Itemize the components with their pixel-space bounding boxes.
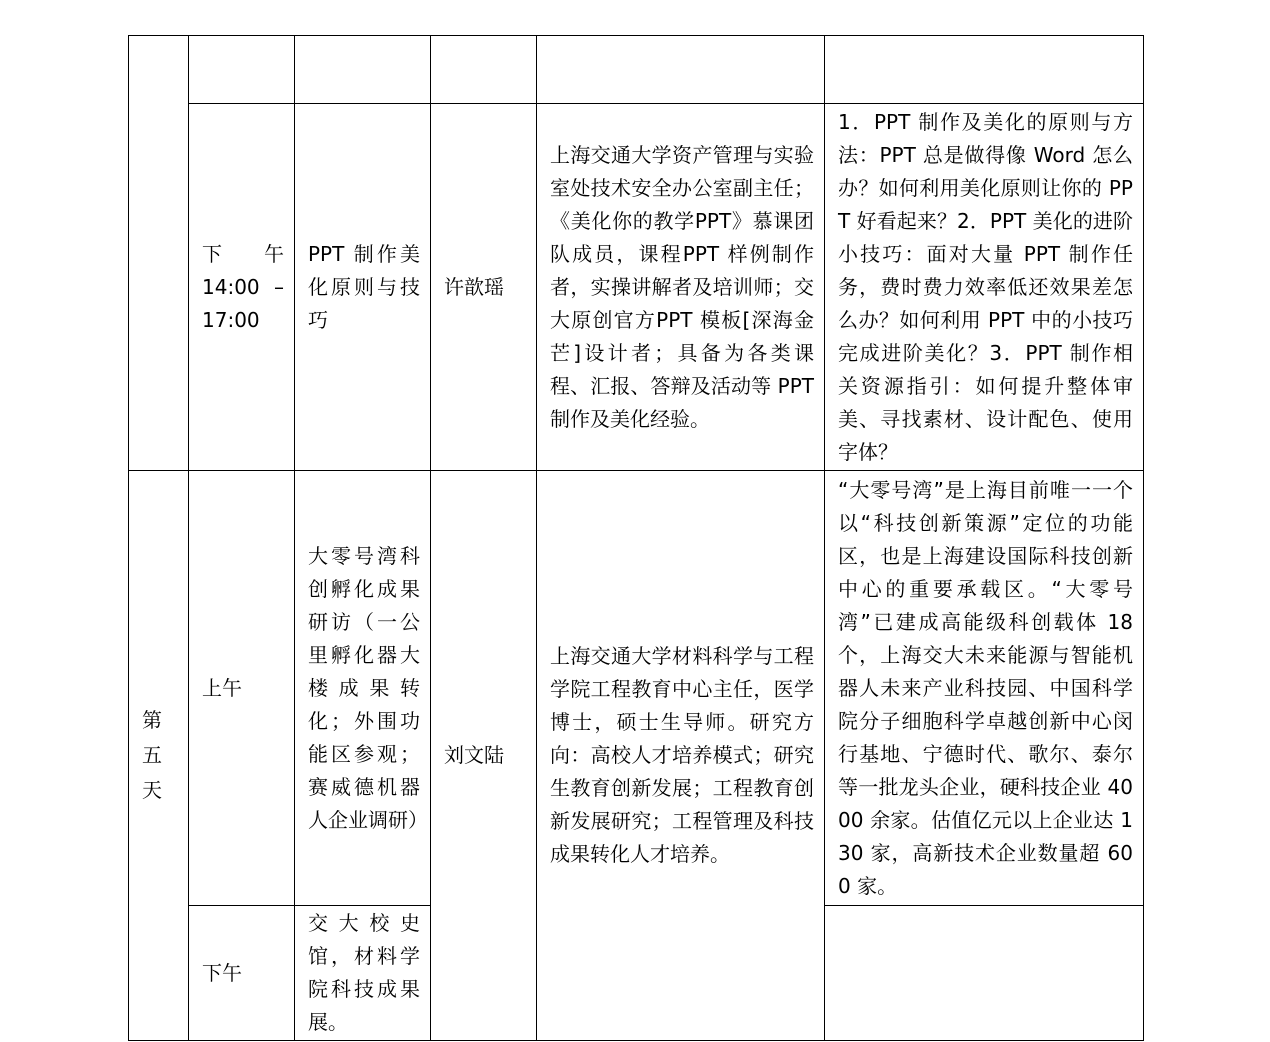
content-cell (825, 471, 1144, 906)
schedule-page (128, 35, 1143, 1040)
lecturer-cell (431, 471, 537, 1041)
day-cell (129, 471, 189, 1041)
topic-text: 大零号湾科创孵化成果研访（一公里孵化器大楼成果转化；外围功能区参观；赛威德机器人企业调研） (308, 543, 428, 832)
content-cell (825, 36, 1144, 104)
day-label: 第五天 (142, 708, 162, 802)
schedule-table (128, 35, 1144, 1041)
table-row (129, 104, 1144, 471)
bio-cell (537, 471, 825, 1041)
topic-text: 交大校史馆，材料学院科技成果展。 (308, 911, 420, 1034)
bio-cell (537, 104, 825, 471)
topic-cell (295, 906, 431, 1041)
table-row (129, 36, 1144, 104)
bio-cell (537, 36, 825, 104)
bio-text: 上海交通大学资产管理与实验室处技术安全办公室副主任；《美化你的教学PPT》慕课团队成员，课程PPT 样例制作者，实操讲解者及培训师；交大原创官方PPT 模板[深海金芒]设计者；具备为各类课程、汇报、答辩及活动等 PPT 制作及美化经验。 (550, 142, 814, 431)
topic-cell (295, 471, 431, 906)
time-text: 下 午 14:00 – 17:00 (202, 241, 284, 332)
topic-text: PPT 制作美化原则与技巧 (308, 241, 420, 332)
time-cell (189, 471, 295, 906)
content-cell (825, 906, 1144, 1041)
topic-cell (295, 104, 431, 471)
time-cell (189, 104, 295, 471)
content-text: “大零号湾”是上海目前唯一一个以“科技创新策源”定位的功能区，也是上海建设国际科技创新中心的重要承载区。“大零号湾”已建成高能级科创载体 18 个，上海交大未来能源与智能机器人未来产业科技园、中国科学院分子细胞科学卓越创新中心闵行基地、宁德时代、歌尔、泰尔等一批龙头企业，硬科技企业 4000 余家。估值亿元以上企业达 130 家，高新技术企业数量超 600 家。 (838, 477, 1133, 898)
content-cell (825, 104, 1144, 471)
time-text: 下午 (202, 960, 242, 985)
lecturer-text: 刘文陆 (444, 743, 504, 767)
topic-cell (295, 36, 431, 104)
bio-text: 上海交通大学材料科学与工程学院工程教育中心主任，医学博士，硕士生导师。研究方向：高校人才培养模式；研究生教育创新发展；工程教育创新发展研究；工程管理及科技成果转化人才培养。 (550, 644, 814, 866)
day-cell-previous (129, 36, 189, 471)
time-cell (189, 36, 295, 104)
lecturer-cell (431, 36, 537, 104)
time-text: 上午 (202, 675, 242, 700)
lecturer-text: 许歆瑶 (444, 274, 504, 299)
time-cell (189, 906, 295, 1041)
table-row (129, 471, 1144, 906)
lecturer-cell (431, 104, 537, 471)
content-text: 1．PPT 制作及美化的原则与方法：PPT 总是做得像 Word 怎么办？如何利用美化原则让你的 PPT 好看起来？2．PPT 美化的进阶小技巧：面对大量 PPT 制作任务，费时费力效率低还效果差怎么办？如何利用 PPT 中的小技巧完成进阶美化？3．PPT 制作相关资源指引：如何提升整体审美、寻找素材、设计配色、使用字体？ (838, 109, 1133, 464)
